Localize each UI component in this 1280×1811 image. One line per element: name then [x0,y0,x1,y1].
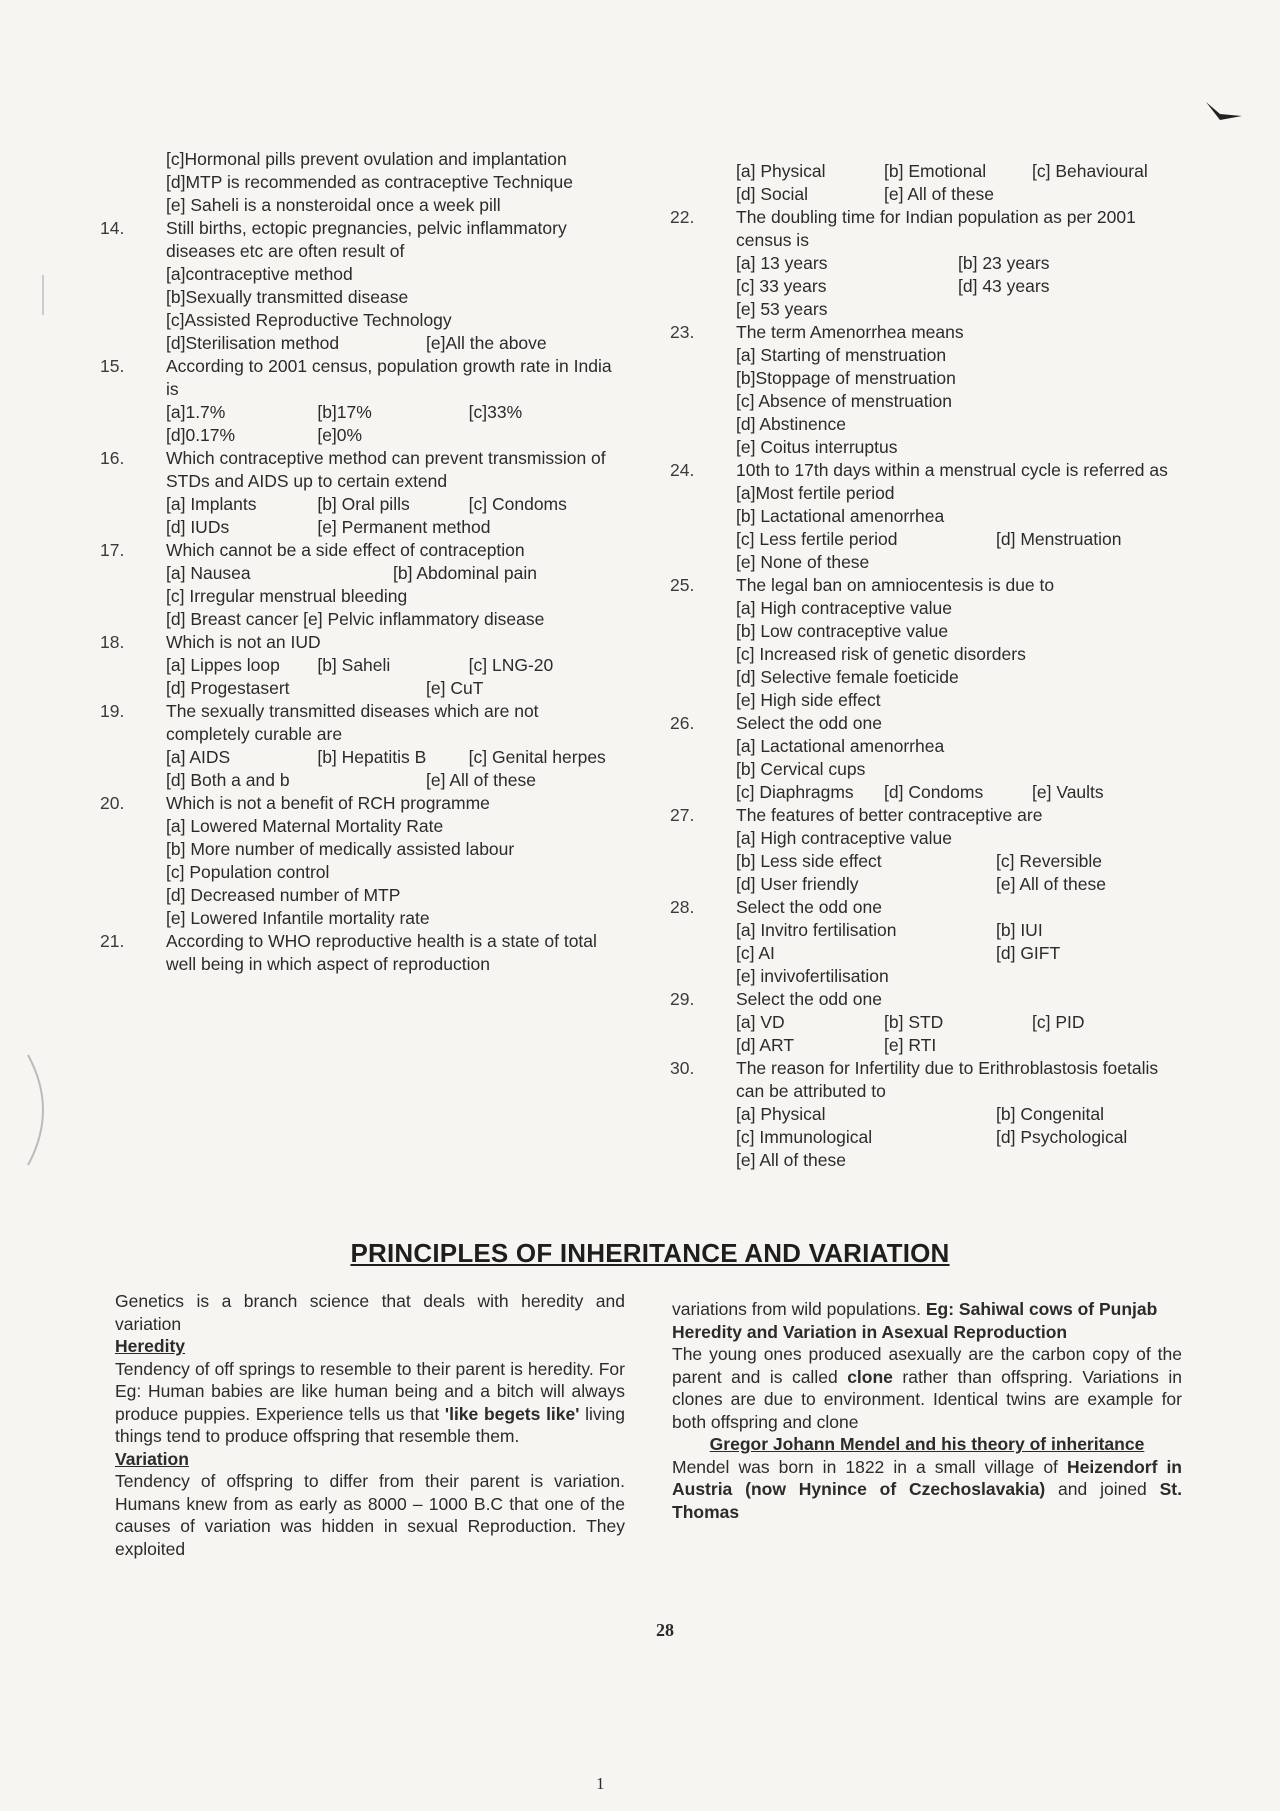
option: [a] Physical [736,161,826,181]
option: [e] All of these [884,184,994,204]
mendel-paragraph [672,1456,1182,1524]
option-row [166,769,620,792]
question-stem: Select the odd one [736,713,882,733]
question-16 [100,447,620,539]
option: [e]0% [317,425,363,445]
scan-mark [40,275,46,315]
question-15 [100,355,620,447]
option-row [166,332,620,355]
option: [e] RTI [884,1035,937,1055]
text-run: The young ones produced asexually are the carbon copy of the parent and is called [672,1344,1182,1387]
variation-continued [672,1298,1182,1321]
question-number: 14. [100,218,125,238]
option-line: [b]Stoppage of menstruation [736,368,956,388]
question-stem: Which is not a benefit of RCH programme [166,793,490,813]
question-number: 27. [670,805,695,825]
option: [e] All of these [996,874,1106,894]
option: [d] Progestasert [166,678,290,698]
question-stem: The term Amenorrhea means [736,322,964,342]
option: [c] Reversible [996,851,1103,871]
option-line: [d] Abstinence [736,414,846,434]
variation-heading: Variation [115,1448,189,1469]
option: [d] Menstruation [996,529,1122,549]
option: [c] AI [736,943,775,963]
question-number: 26. [670,713,695,733]
question-number: 21. [100,931,125,951]
option-row [736,942,1180,965]
option-row [736,183,1180,206]
option-line: [c]Assisted Reproductive Technology [166,310,452,330]
question-stem: According to WHO reproductive health is a state of total well being in which aspect of reproduction [166,931,597,974]
option-row [166,562,620,585]
option: [d]Sterilisation method [166,333,340,353]
text-run: Tendency of off springs to resemble to their parent is heredity. For Eg: Human babies are like human being and a bitch will always produce puppies. Experience tells us that [115,1358,625,1424]
option: [a]1.7% [166,402,226,422]
option-line: [c] Increased risk of genetic disorders [736,644,1026,664]
heredity-paragraph [115,1358,625,1448]
bold-phrase: Eg: Sahiwal cows of Punjab [925,1299,1158,1319]
scan-binding-shadow [22,1050,62,1170]
option-row [166,401,620,424]
option: [a] Nausea [166,563,251,583]
question-number: 20. [100,793,125,813]
option-line: [e] Saheli is a nonsteroidal once a week pill [166,195,501,215]
question-stem: Which is not an IUD [166,632,321,652]
option-row [166,654,620,677]
chapter-body-right [672,1298,1182,1523]
option: [b] Abdominal pain [393,563,537,583]
question-number: 16. [100,448,125,468]
option-line: [d] Selective female foeticide [736,667,959,687]
mendel-heading: Gregor Johann Mendel and his theory of inheritance [709,1434,1145,1454]
option: [b] Oral pills [317,494,410,514]
text-run: rather than offspring. Variations in clones are due to environment. Identical twins are example for both offspring and clone [672,1366,1182,1432]
option: [c] Condoms [468,494,567,514]
question-13-continued [100,148,620,217]
scan-corner-mark [1204,100,1244,124]
question-number: 30. [670,1058,695,1078]
option-line: [d] Breast cancer [e] Pelvic inflammatory disease [166,609,545,629]
option: [c] Diaphragms [736,782,854,802]
option: [d] 43 years [958,276,1050,296]
option-row [736,1126,1180,1149]
option-row [736,1011,1180,1034]
option-row [736,160,1180,183]
option-row [166,746,620,769]
variation-paragraph: Tendency of offspring to differ from their parent is variation. Humans knew from as early as 8000 – 1000 B.C that one of the causes of variation was hidden in sexual Reproduction. They exploited [115,1471,625,1559]
option: [a] Implants [166,494,257,514]
option-row [166,424,620,447]
question-stem: Which contraceptive method can prevent transmission of STDs and AIDS up to certain extend [166,448,606,491]
question-23 [670,321,1180,459]
option: [a] Invitro fertilisation [736,920,897,940]
page-number: 28 [656,1620,674,1640]
chapter-title: PRINCIPLES OF INHERITANCE AND VARIATION [350,1238,950,1268]
question-number: 19. [100,701,125,721]
option-line: [c]Hormonal pills prevent ovulation and implantation [166,149,567,169]
option: [c] Less fertile period [736,529,898,549]
option-line: [e] None of these [736,552,870,572]
text-run: variations from wild populations. [672,1299,926,1319]
chapter-body-left [115,1290,625,1560]
option-line: [d]MTP is recommended as contraceptive Technique [166,172,573,192]
option-line: [b] Low contraceptive value [736,621,949,641]
option-row [736,528,1180,551]
option-line: [c] Population control [166,862,330,882]
option-row [736,1034,1180,1057]
option-row [736,1103,1180,1126]
option-row [166,677,620,700]
option: [a] 13 years [736,253,828,273]
question-number: 23. [670,322,695,342]
option: [e] CuT [426,678,484,698]
question-number: 18. [100,632,125,652]
question-stem: The reason for Infertility due to Erithroblastosis foetalis can be attributed to [736,1058,1159,1101]
question-number: 15. [100,356,125,376]
option: [a] Physical [736,1104,826,1124]
option: [c] 33 years [736,276,827,296]
option-line: [e] All of these [736,1150,846,1170]
bold-phrase: St. Thomas [672,1479,1182,1522]
option: [b] Emotional [884,161,987,181]
intro-paragraph: Genetics is a branch science that deals with heredity and variation [115,1291,625,1334]
option-row [736,275,1180,298]
question-number: 28. [670,897,695,917]
question-number: 17. [100,540,125,560]
question-number: 29. [670,989,695,1009]
question-21-options [670,160,1180,206]
question-29 [670,988,1180,1057]
option-line: [e] invivofertilisation [736,966,889,986]
option: [c] PID [1032,1012,1085,1032]
option-line: [a]contraceptive method [166,264,353,284]
footer-number: 1 [596,1774,605,1793]
question-number: 24. [670,460,695,480]
right-question-column [670,160,1180,1172]
question-17 [100,539,620,631]
question-stem: The features of better contraceptive are [736,805,1043,825]
question-stem: The sexually transmitted diseases which are not completely curable are [166,701,539,744]
option: [c]33% [468,402,523,422]
option: [b] Congenital [996,1104,1104,1124]
question-25 [670,574,1180,712]
asexual-paragraph [672,1343,1182,1433]
option: [e]All the above [426,333,547,353]
option: [d] Social [736,184,808,204]
option-line: [e] Lowered Infantile mortality rate [166,908,430,928]
question-30 [670,1057,1180,1172]
option-row [166,516,620,539]
option: [d] Psychological [996,1127,1128,1147]
option-line: [a] High contraceptive value [736,598,952,618]
option-line: [a] Starting of menstruation [736,345,947,365]
question-number: 22. [670,207,695,227]
question-24 [670,459,1180,574]
question-26 [670,712,1180,804]
question-stem: 10th to 17th days within a menstrual cycle is referred as [736,460,1168,480]
text-run: Mendel was born in 1822 in a small village of [672,1456,1067,1477]
option-line: [a]Most fertile period [736,483,895,503]
option: [b]17% [317,402,372,422]
option-line: [e] 53 years [736,299,828,319]
option: [c] LNG-20 [468,655,554,675]
option: [c] Immunological [736,1127,873,1147]
option: [d]0.17% [166,425,236,445]
option: [d] Both a and b [166,770,290,790]
question-27 [670,804,1180,896]
option-line: [b] Cervical cups [736,759,866,779]
option-line: [d] Decreased number of MTP [166,885,401,905]
text-run: living things tend to produce offspring that resemble them. [115,1403,625,1446]
option-line: [a] Lowered Maternal Mortality Rate [166,816,444,836]
question-stem: Select the odd one [736,897,882,917]
option: [d] Condoms [884,782,984,802]
question-28 [670,896,1180,988]
option: [e] Vaults [1032,782,1104,802]
question-18 [100,631,620,700]
option-row [736,919,1180,942]
option: [b] IUI [996,920,1043,940]
question-20 [100,792,620,930]
option: [c] Genital herpes [468,747,606,767]
option: [b] Less side effect [736,851,882,871]
option: [a] Lippes loop [166,655,280,675]
left-question-column [100,148,620,976]
question-stem: Which cannot be a side effect of contraception [166,540,525,560]
option: [d] User friendly [736,874,859,894]
option: [a] VD [736,1012,785,1032]
option: [b] 23 years [958,253,1050,273]
option: [e] All of these [426,770,536,790]
bold-phrase: Heizendorf in Austria (now Hynince of Czechoslavakia) [672,1456,1182,1499]
option-line: [e] Coitus interruptus [736,437,898,457]
asexual-heading: Heredity and Variation in Asexual Reproduction [672,1321,1068,1342]
option-row [736,781,1180,804]
heredity-heading: Heredity [115,1336,186,1356]
bold-phrase: 'like begets like' [444,1403,580,1424]
text-run: and joined [1045,1479,1160,1499]
option: [d] ART [736,1035,795,1055]
option-line: [a] Lactational amenorrhea [736,736,945,756]
question-stem: Still births, ectopic pregnancies, pelvic inflammatory diseases etc are often result of [166,218,567,261]
option: [e] Permanent method [317,517,491,537]
option-line: [b]Sexually transmitted disease [166,287,409,307]
option-line: [c] Absence of menstruation [736,391,952,411]
option: [c] Behavioural [1032,161,1148,181]
option-line: [e] High side effect [736,690,881,710]
option: [b] Saheli [317,655,391,675]
question-14 [100,217,620,355]
option-line: [a] High contraceptive value [736,828,952,848]
question-21 [100,930,620,976]
option: [d] GIFT [996,943,1061,963]
option: [d] IUDs [166,517,230,537]
option-row [736,873,1180,896]
question-19 [100,700,620,792]
question-stem: According to 2001 census, population growth rate in India is [166,356,612,399]
bold-phrase: clone [847,1366,893,1387]
option: [b] Hepatitis B [317,747,427,767]
option-line: [b] More number of medically assisted labour [166,839,515,859]
question-22 [670,206,1180,321]
option-row [736,252,1180,275]
option: [a] AIDS [166,747,231,767]
question-stem: The legal ban on amniocentesis is due to [736,575,1055,595]
option-row [736,850,1180,873]
question-number: 25. [670,575,695,595]
question-stem: The doubling time for Indian population as per 2001 census is [736,207,1136,250]
option-row [166,493,620,516]
option-line: [c] Irregular menstrual bleeding [166,586,408,606]
question-stem: Select the odd one [736,989,882,1009]
option: [b] STD [884,1012,944,1032]
option-line: [b] Lactational amenorrhea [736,506,945,526]
